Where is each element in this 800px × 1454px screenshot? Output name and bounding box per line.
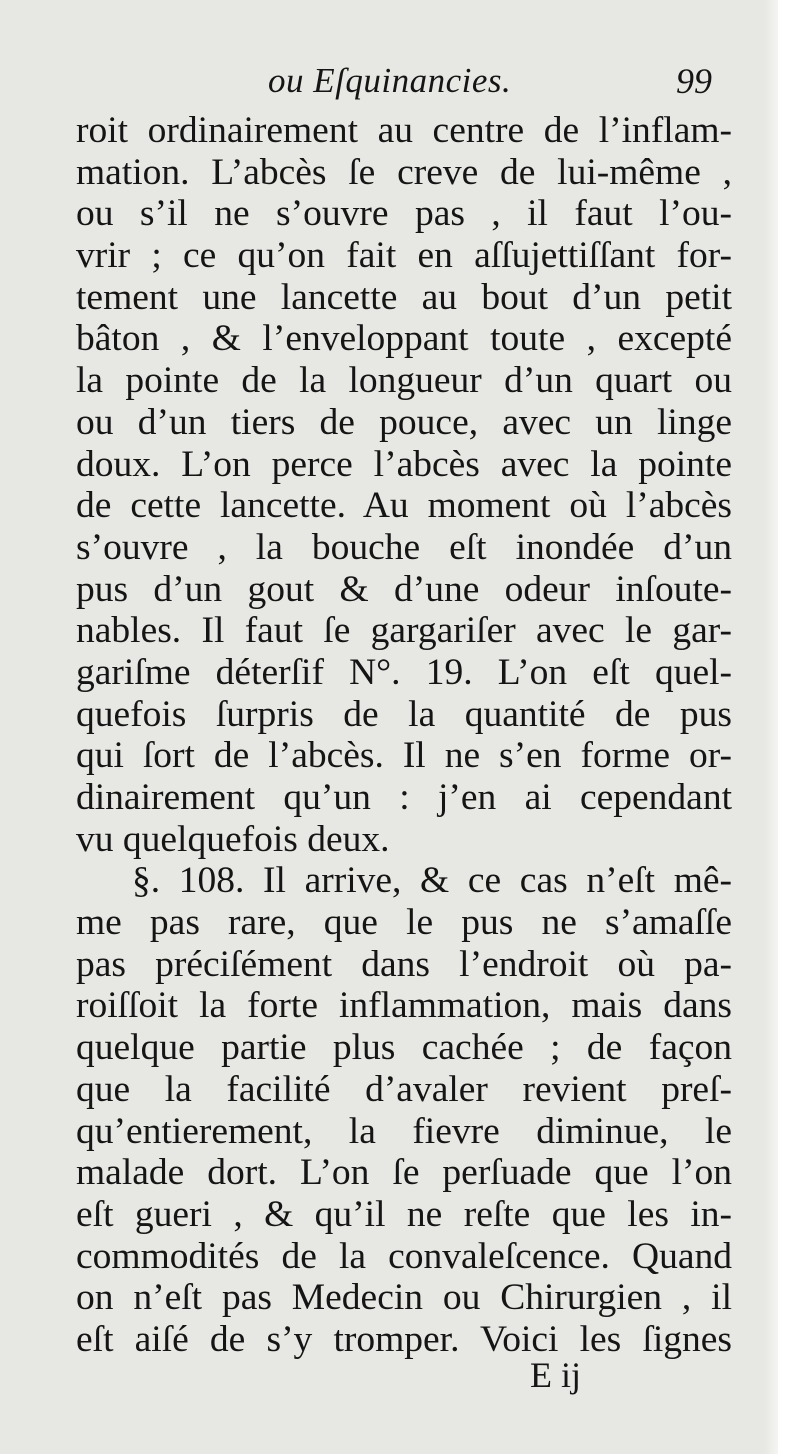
paragraph-last-line: vu quelquefois deux. bbox=[76, 818, 390, 860]
text-line: eſt aiſé de s’y tromper. Voici les ſignes bbox=[76, 1318, 732, 1360]
text-line: nables. Il faut ſe gargariſer avec le gar- bbox=[76, 610, 732, 652]
text-line: qui ſort de l’abcès. Il ne s’en forme or- bbox=[76, 735, 732, 777]
text-line: quefois ſurpris de la quantité de pus bbox=[76, 693, 732, 735]
text-line: roit ordinairement au centre de l’inflam- bbox=[76, 110, 732, 151]
page-number: 99 bbox=[676, 61, 712, 101]
signature-mark: E ij bbox=[530, 1355, 581, 1395]
text-line: quelque partie plus cachée ; de façon bbox=[76, 1027, 732, 1069]
text-line: pus d’un gout & d’une odeur inſoute- bbox=[76, 568, 732, 610]
text-line: que la facilité d’avaler revient preſ- bbox=[76, 1068, 732, 1110]
text-line: vrir ; ce qu’on fait en aſſujettiſſant for- bbox=[76, 235, 732, 277]
text-line: de cette lancette. Au moment où l’abcès bbox=[76, 485, 732, 527]
page-header bbox=[0, 58, 778, 108]
body-text bbox=[76, 110, 732, 1361]
text-line: mation. L’abcès ſe creve de lui-même , bbox=[76, 151, 732, 193]
text-line: malade dort. L’on ſe perſuade que l’on bbox=[76, 1152, 732, 1194]
running-title: ou Eſquinancies. bbox=[268, 61, 512, 100]
text-line: s’ouvre , la bouche eſt inondée d’un bbox=[76, 526, 732, 568]
text-line: eſt gueri , & qu’il ne reſte que les in- bbox=[76, 1193, 732, 1235]
text-line: on n’eſt pas Medecin ou Chirurgien , il bbox=[76, 1277, 732, 1319]
text-line: commodités de la convaleſcence. Quand bbox=[76, 1235, 732, 1277]
text-line: qu’entierement, la fievre diminue, le bbox=[76, 1110, 732, 1152]
text-line: pas préciſément dans l’endroit où pa- bbox=[76, 943, 732, 985]
text-line: roiſſoit la forte inflammation, mais dans bbox=[76, 985, 732, 1027]
text-line: bâton , & l’enveloppant toute , excepté bbox=[76, 318, 732, 360]
text-line: me pas rare, que le pus ne s’amaſſe bbox=[76, 902, 732, 944]
text-line: ou d’un tiers de pouce, avec un linge bbox=[76, 401, 732, 443]
text-line: doux. L’on perce l’abcès avec la pointe bbox=[76, 443, 732, 485]
text-line: dinairement qu’un : j’en ai cependant bbox=[76, 777, 732, 818]
section-108-first-line: §. 108. Il arrive, & ce cas n’eſt mê- bbox=[132, 860, 732, 902]
text-line: gariſme déterſif N°. 19. L’on eſt quel- bbox=[76, 651, 732, 693]
text-line: tement une lancette au bout d’un petit bbox=[76, 276, 732, 318]
text-line: ou s’il ne s’ouvre pas , il faut l’ou- bbox=[76, 193, 732, 235]
text-line: la pointe de la longueur d’un quart ou bbox=[76, 360, 732, 402]
